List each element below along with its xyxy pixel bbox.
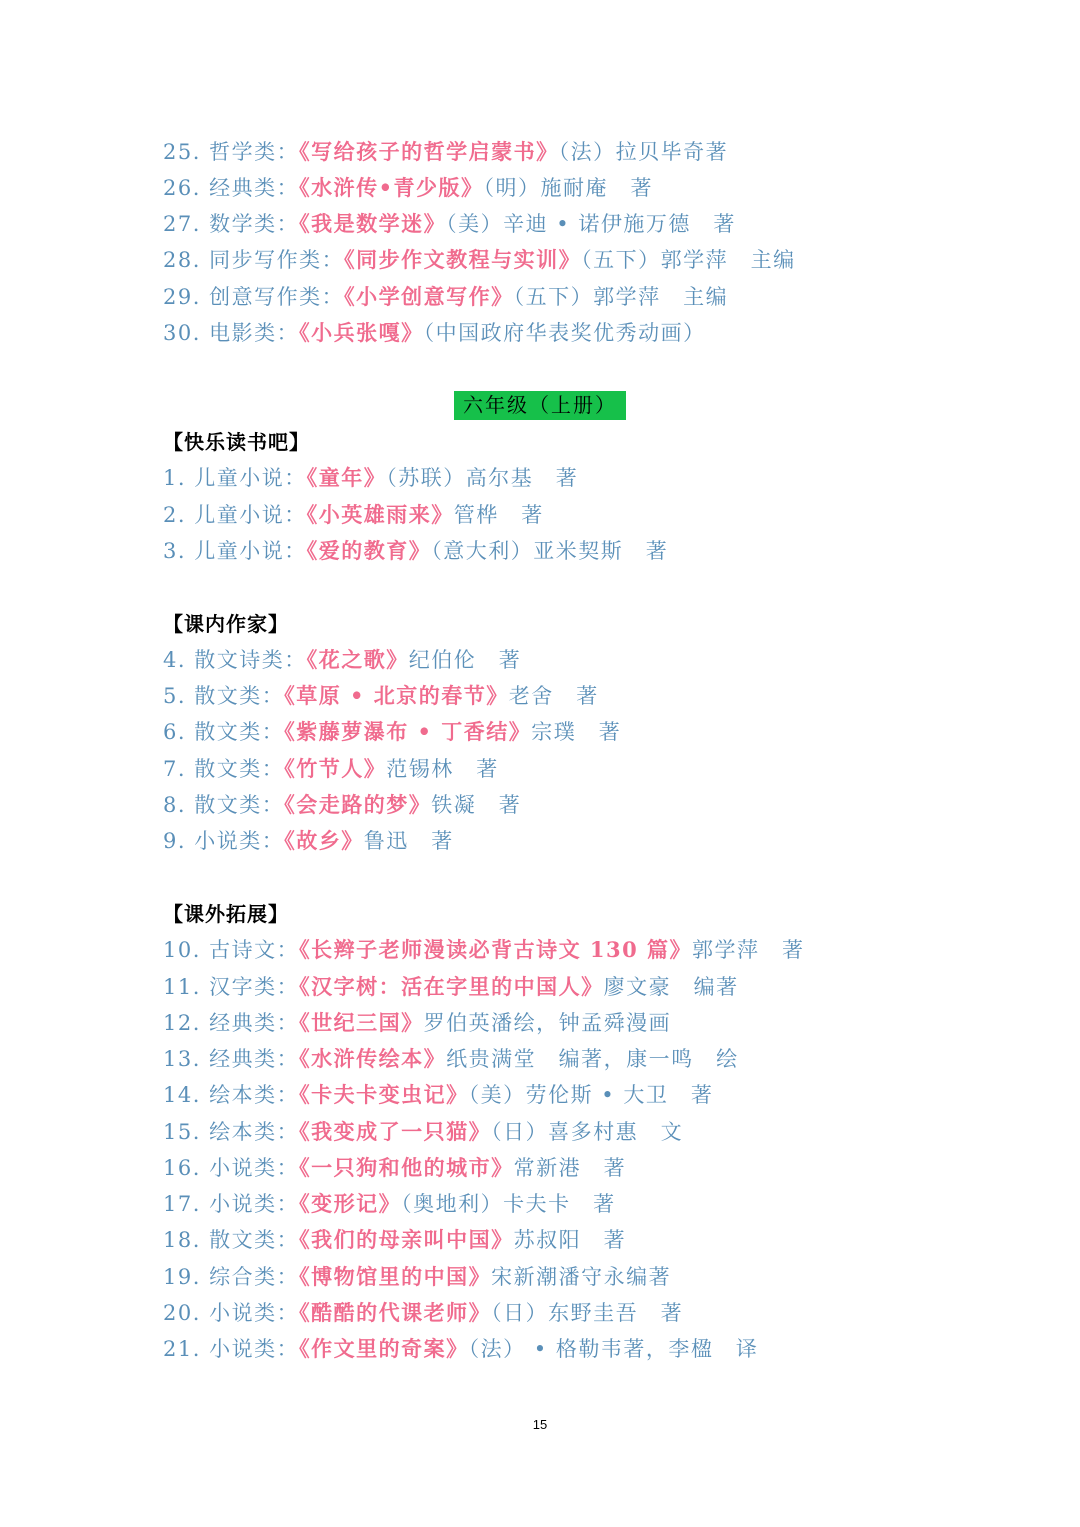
list-item: [163, 1186, 616, 1222]
item-category: 3. 儿童小说：: [163, 539, 307, 563]
list-item: [163, 242, 796, 278]
item-category: 19. 综合类：: [163, 1265, 300, 1289]
item-author: （苏联）高尔基 著: [386, 466, 579, 490]
item-category: 8. 散文类：: [163, 793, 285, 817]
item-author: 管桦 著: [453, 503, 544, 527]
item-author: （五下）郭学萍 主编: [513, 285, 729, 309]
item-category: 9. 小说类：: [163, 829, 285, 853]
item-category: 1. 儿童小说：: [163, 466, 307, 490]
item-title: 《世纪三国》: [299, 1010, 424, 1035]
item-category: 5. 散文类：: [163, 684, 285, 708]
item-title: 《花之歌》: [306, 647, 409, 672]
list-item: [163, 1005, 671, 1041]
item-author: 宋新潮潘守永编著: [491, 1265, 672, 1289]
item-title: 《草原 • 北京的春节》: [284, 683, 509, 708]
item-author: 纪伯伦 著: [408, 648, 522, 672]
item-author: （日）东野圭吾 著: [491, 1301, 684, 1325]
item-author: （奥地利）卡夫卡 著: [401, 1192, 616, 1216]
item-title: 《同步作文教程与实训》: [344, 247, 582, 272]
item-author: 郭学萍 著: [692, 938, 805, 962]
item-title: 《一只狗和他的城市》: [299, 1155, 514, 1180]
item-author: （美）辛迪 • 诺伊施万德 著: [446, 212, 736, 236]
item-author: （五下）郭学萍 主编: [581, 248, 796, 272]
item-author: （明）施耐庵 著: [483, 176, 653, 200]
list-item: [163, 642, 521, 678]
item-title: 《小兵张嘎》: [299, 320, 424, 345]
item-title: 《小英雄雨来》: [306, 502, 454, 527]
section-heading: 【快乐读书吧】: [163, 430, 310, 454]
list-item: [163, 1222, 626, 1258]
list-item: [163, 279, 728, 315]
list-item: [163, 206, 736, 242]
item-author: 范锡林 著: [386, 757, 499, 781]
item-author: （意大利）亚米契斯 著: [431, 539, 669, 563]
item-author: （中国政府华表奖优秀动画）: [423, 321, 706, 345]
list-item: [163, 714, 621, 750]
list-item: [163, 823, 454, 859]
item-title: 《爱的教育》: [306, 538, 432, 563]
list-item: [163, 1259, 671, 1295]
section-heading: 【课内作家】: [163, 612, 289, 636]
item-title: 《我们的母亲叫中国》: [299, 1227, 514, 1252]
list-item: [163, 969, 739, 1005]
list-item: [163, 1077, 713, 1113]
list-item: [163, 460, 578, 496]
item-category: 20. 小说类：: [163, 1301, 300, 1325]
item-author: 廖文豪 编著: [603, 975, 739, 999]
item-author: 罗伯英潘绘，钟孟舜漫画: [423, 1011, 672, 1035]
item-title: 《长辫子老师漫读必背古诗文 130 篇》: [299, 937, 693, 962]
item-author: 铁凝 著: [431, 793, 522, 817]
item-category: 15. 绘本类：: [163, 1120, 300, 1144]
item-title: 《变形记》: [299, 1191, 402, 1216]
item-category: 29. 创意写作类：: [163, 285, 345, 309]
item-author: （美）劳伦斯 • 大卫 著: [468, 1083, 714, 1107]
item-category: 4. 散文诗类：: [163, 648, 307, 672]
item-author: 老舍 著: [508, 684, 599, 708]
item-title: 《竹节人》: [284, 756, 387, 781]
item-category: 14. 绘本类：: [163, 1083, 300, 1107]
item-title: 《故乡》: [284, 828, 364, 853]
item-title: 《我变成了一只猫》: [299, 1119, 492, 1144]
list-item: [163, 1114, 683, 1150]
list-item: [163, 170, 653, 206]
list-item: [163, 1295, 683, 1331]
item-author: （法）拉贝毕奇著: [558, 140, 729, 164]
item-author: 宗璞 著: [531, 720, 622, 744]
item-category: 11. 汉字类：: [163, 975, 300, 999]
item-title: 《会走路的梦》: [284, 792, 432, 817]
item-category: 12. 经典类：: [163, 1011, 300, 1035]
item-author: 鲁迅 著: [363, 829, 454, 853]
list-item: [163, 1150, 626, 1186]
item-category: 30. 电影类：: [163, 321, 300, 345]
item-category: 25. 哲学类：: [163, 140, 300, 164]
list-item: [163, 134, 728, 170]
item-author: （日）喜多村惠 文: [491, 1120, 684, 1144]
item-author: （法） • 格勒韦著，李楹 译: [468, 1337, 759, 1361]
item-category: 6. 散文类：: [163, 720, 285, 744]
item-author: 常新港 著: [513, 1156, 627, 1180]
item-title: 《博物馆里的中国》: [299, 1264, 492, 1289]
list-item: [163, 932, 805, 968]
item-title: 《童年》: [306, 465, 387, 490]
list-item: [163, 678, 599, 714]
list-item: [163, 533, 668, 569]
list-item: [163, 1331, 758, 1367]
list-item: [163, 1041, 739, 1077]
item-title: 《紫藤萝瀑布 • 丁香结》: [284, 719, 532, 744]
list-item: [163, 497, 544, 533]
item-category: 2. 儿童小说：: [163, 503, 307, 527]
item-title: 《水浒传绘本》: [299, 1046, 447, 1071]
item-category: 28. 同步写作类：: [163, 248, 345, 272]
list-item: [163, 787, 521, 823]
item-category: 27. 数学类：: [163, 212, 300, 236]
item-category: 10. 古诗文：: [163, 938, 300, 962]
item-author: 纸贵满堂 编著，康一鸣 绘: [446, 1047, 739, 1071]
section-heading: 【课外拓展】: [163, 902, 289, 926]
item-title: 《水浒传•青少版》: [299, 175, 484, 200]
item-title: 《汉字树：活在字里的中国人》: [299, 974, 604, 999]
item-author: 苏叔阳 著: [513, 1228, 627, 1252]
item-category: 18. 散文类：: [163, 1228, 300, 1252]
item-title: 《写给孩子的哲学启蒙书》: [299, 139, 559, 164]
item-title: 《卡夫卡变虫记》: [299, 1082, 469, 1107]
item-title: 《小学创意写作》: [344, 284, 514, 309]
list-item: [163, 751, 499, 787]
item-title: 《我是数学迷》: [299, 211, 447, 236]
item-title: 《作文里的奇案》: [299, 1336, 469, 1361]
item-category: 26. 经典类：: [163, 176, 300, 200]
item-category: 7. 散文类：: [163, 757, 285, 781]
list-item: [163, 315, 706, 351]
item-category: 13. 经典类：: [163, 1047, 300, 1071]
grade-heading: 六年级（上册）: [454, 391, 626, 420]
page-number: 15: [532, 1417, 548, 1432]
item-category: 21. 小说类：: [163, 1337, 300, 1361]
item-category: 16. 小说类：: [163, 1156, 300, 1180]
item-category: 17. 小说类：: [163, 1192, 300, 1216]
item-title: 《酷酷的代课老师》: [299, 1300, 492, 1325]
